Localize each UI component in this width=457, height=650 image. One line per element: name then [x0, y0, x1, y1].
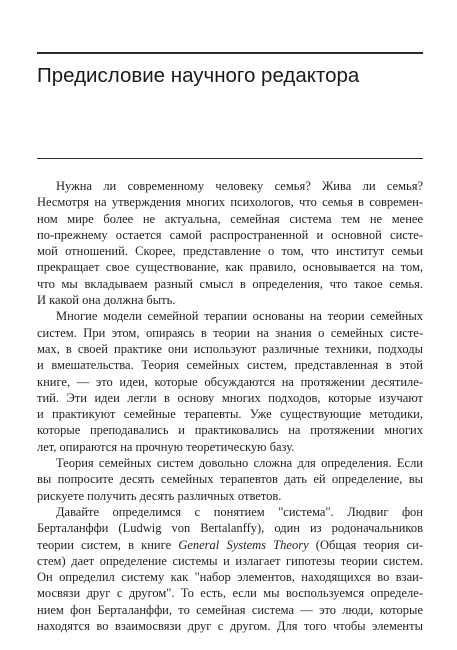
text-line: которые преподавались и практиковались на протяжении многих [37, 423, 423, 438]
paragraph-2 [37, 308, 423, 455]
text-line: Нужна ли современному человеку семья? Жива ли семья? [56, 179, 423, 193]
book-title: General Systems Theory [178, 537, 309, 552]
text-line: по-прежнему остается самой распространенной и основной систе- [37, 227, 423, 242]
text-line: нием фон Берталанффи, то семейная система — это люди, которые [37, 602, 423, 617]
text-line: лет, опираются на прочную теоретическую базу. [37, 439, 295, 454]
text-fragment: теории систем, в книге [37, 537, 179, 552]
text-line: Многие модели семейной терапии основаны на теории семейных [56, 309, 423, 324]
text-line: мах, в своей практике они используют различные техники, подходы [37, 341, 423, 356]
text-line: вы попросите десять семейных терапевтов дать ей определение, вы [37, 472, 423, 487]
body-text [37, 178, 423, 634]
text-line: тий. Эти идеи легли в основу многих подходов, которые изучают [37, 390, 423, 405]
chapter-title: Предисловие научного редактора [37, 64, 360, 87]
paragraph-3 [37, 455, 423, 504]
text-fragment: дает определение системы и излагает гипотезы теории систем. [71, 553, 424, 568]
text-fragment: (Общая теория си- [308, 537, 423, 552]
text-line: прекращает свое существование, как правило, основывается на том, [37, 260, 423, 275]
text-line: рискуете получить десять различных ответов. [37, 488, 282, 503]
text-line: мой отношений. Скорее, представление о том, что институт семьи [37, 244, 423, 259]
text-line: что мы вкладываем разный смысл в определения, что такое семья. [37, 276, 423, 291]
paragraph-4 [37, 504, 423, 634]
text-line: ном мире более не актуальна, семейная система тем не менее [37, 211, 423, 226]
text-line: и вмешательства. Теория семейных систем, представленная в этой [37, 358, 423, 373]
text-line: Берталанффи (Ludwig von Bertalanffy), один из родоначальников [37, 521, 423, 536]
text-line: Он определил систему как "набор элементов, находящихся во взаи- [37, 570, 423, 585]
text-line: систем. При этом, опираясь в теории на знания о семейных систе- [37, 325, 423, 340]
text-line: И какой она должна быть. [37, 293, 176, 308]
title-underline [37, 158, 423, 159]
text-line-with-book-title [37, 537, 423, 553]
paragraph-1 [37, 178, 423, 308]
text-line: находятся во взаимосвязи друг с другом. Для того чтобы элементы [37, 619, 423, 634]
text-line: Давайте определимся с понятием "система". Людвиг фон [56, 504, 423, 519]
text-line-with-tail [37, 553, 423, 569]
text-line: книге, — это идеи, которые обсуждаются на протяжении десятиле- [37, 374, 423, 389]
text-line: мосвязи друг с другом". То есть, если мы воспользуемся определе- [37, 586, 423, 601]
text-line: Теория семейных систем довольно сложна для определения. Если [56, 456, 423, 471]
text-fragment: стем) [37, 553, 66, 568]
text-line: и практикуют семейные терапевты. Уже существующие методики, [37, 407, 423, 422]
top-rule [37, 52, 423, 54]
text-line: Несмотря на утверждения многих психологов, что семья в современ- [37, 195, 423, 210]
